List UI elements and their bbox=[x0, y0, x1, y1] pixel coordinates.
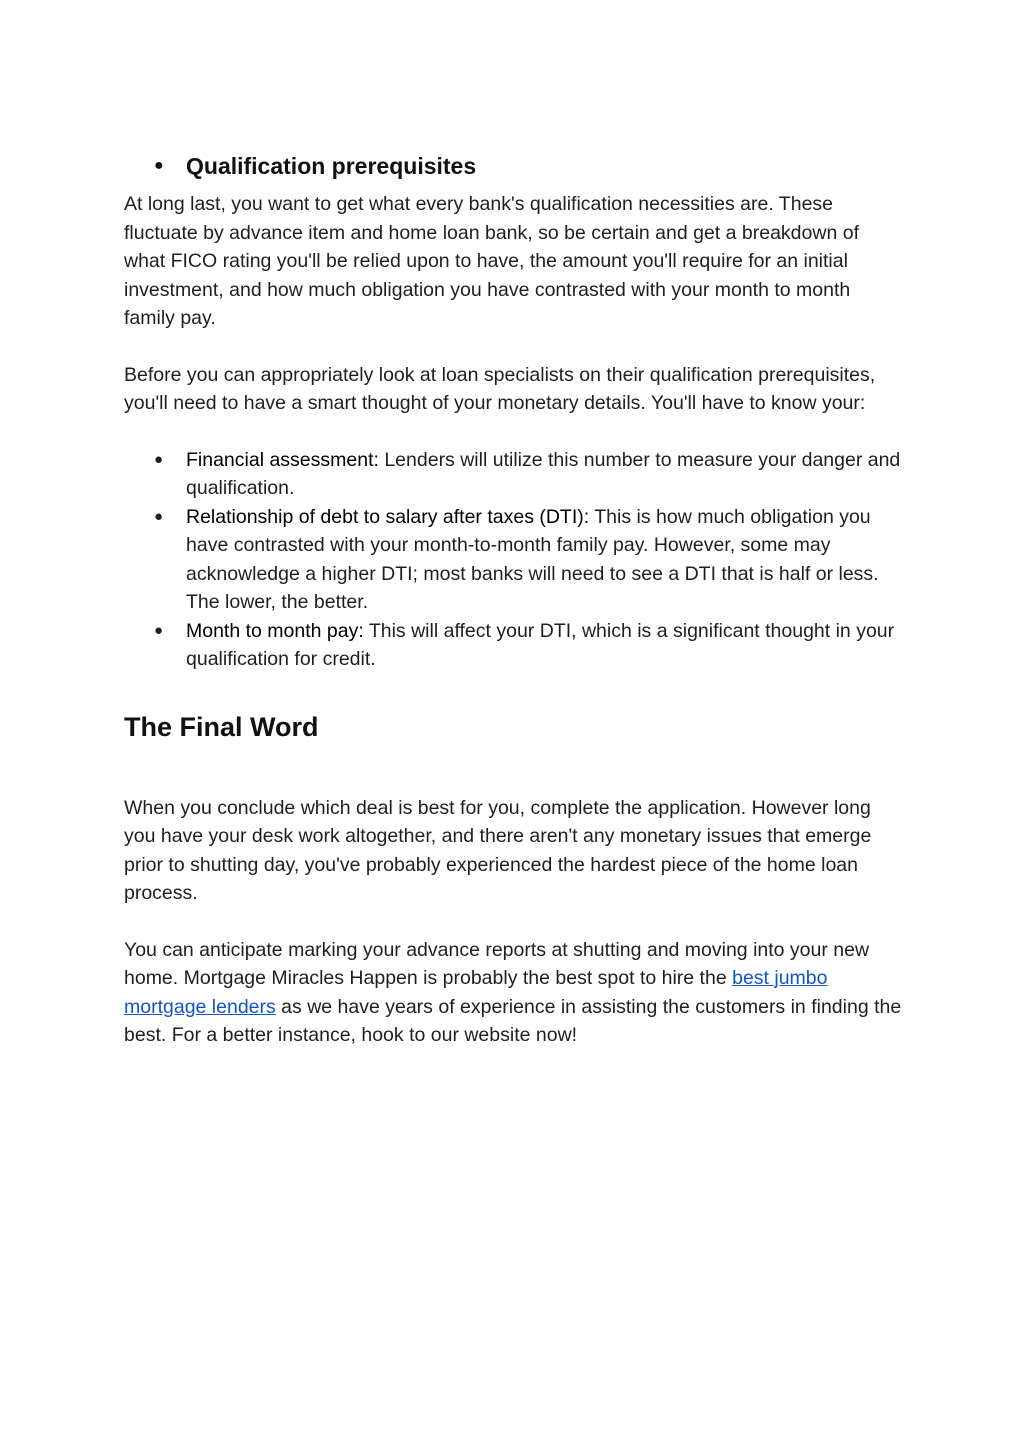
qualification-paragraph-2: Before you can appropriately look at loan specialists on their qualification prerequisites, you'll need to have a smart thought of your monetary details. You'll have to know your: bbox=[124, 363, 876, 414]
final-paragraph-2-start: You can anticipate marking your advance reports at shutting and moving into your new home. Mortgage Miracles Happen is probably the best spot to hire the bbox=[124, 938, 870, 989]
document-page bbox=[124, 150, 904, 1050]
list-item-financial-assessment bbox=[124, 446, 904, 503]
list-item-dti bbox=[124, 503, 904, 617]
final-paragraph-2 bbox=[124, 936, 904, 1050]
final-paragraph-2-end: as we have years of experience in assisting the customers in finding the best. For a better instance, hook to our website now! bbox=[124, 995, 902, 1046]
list-item-text: This will affect your DTI, which is a significant thought in your qualification for credit. bbox=[186, 619, 895, 670]
list-item-text: This is how much obligation you have contrasted with your month-to-month family pay. However, some may acknowledge a higher DTI; most banks will need to see a DTI that is half or less. The lower, the better. bbox=[186, 505, 879, 613]
paragraph-spacer bbox=[124, 908, 904, 936]
list-item-text: Lenders will utilize this number to measure your danger and qualification. bbox=[186, 448, 901, 499]
list-item-term: Relationship of debt to salary after taxes (DTI): bbox=[186, 505, 590, 528]
final-paragraph-1: When you conclude which deal is best for you, complete the application. However long you have your desk work altogether, and there aren't any monetary issues that emerge prior to shutting day, you've probably experienced the hardest piece of the home loan process. bbox=[124, 796, 872, 904]
qualification-heading: ● Qualification prerequisites bbox=[124, 150, 904, 182]
list-item-monthly-pay bbox=[124, 617, 904, 674]
list-item-term: Month to month pay: bbox=[186, 619, 364, 642]
jumbo-mortgage-lenders-link[interactable]: best jumbo mortgage lenders bbox=[124, 967, 828, 1018]
requirements-list bbox=[124, 446, 904, 674]
list-item-term: Financial assessment: bbox=[186, 448, 379, 471]
paragraph-spacer bbox=[124, 333, 904, 361]
paragraph-spacer bbox=[124, 418, 904, 446]
final-word-heading: The Final Word bbox=[124, 711, 319, 742]
qualification-paragraph-1: At long last, you want to get what every bank's qualification necessities are. These fluctuate by advance item and home loan bank, so be certain and get a breakdown of what FICO rating you'll be relied upon to have, the amount you'll require for an initial investment, and how much obligation you have contrasted with your month to month family pay. bbox=[124, 193, 859, 329]
